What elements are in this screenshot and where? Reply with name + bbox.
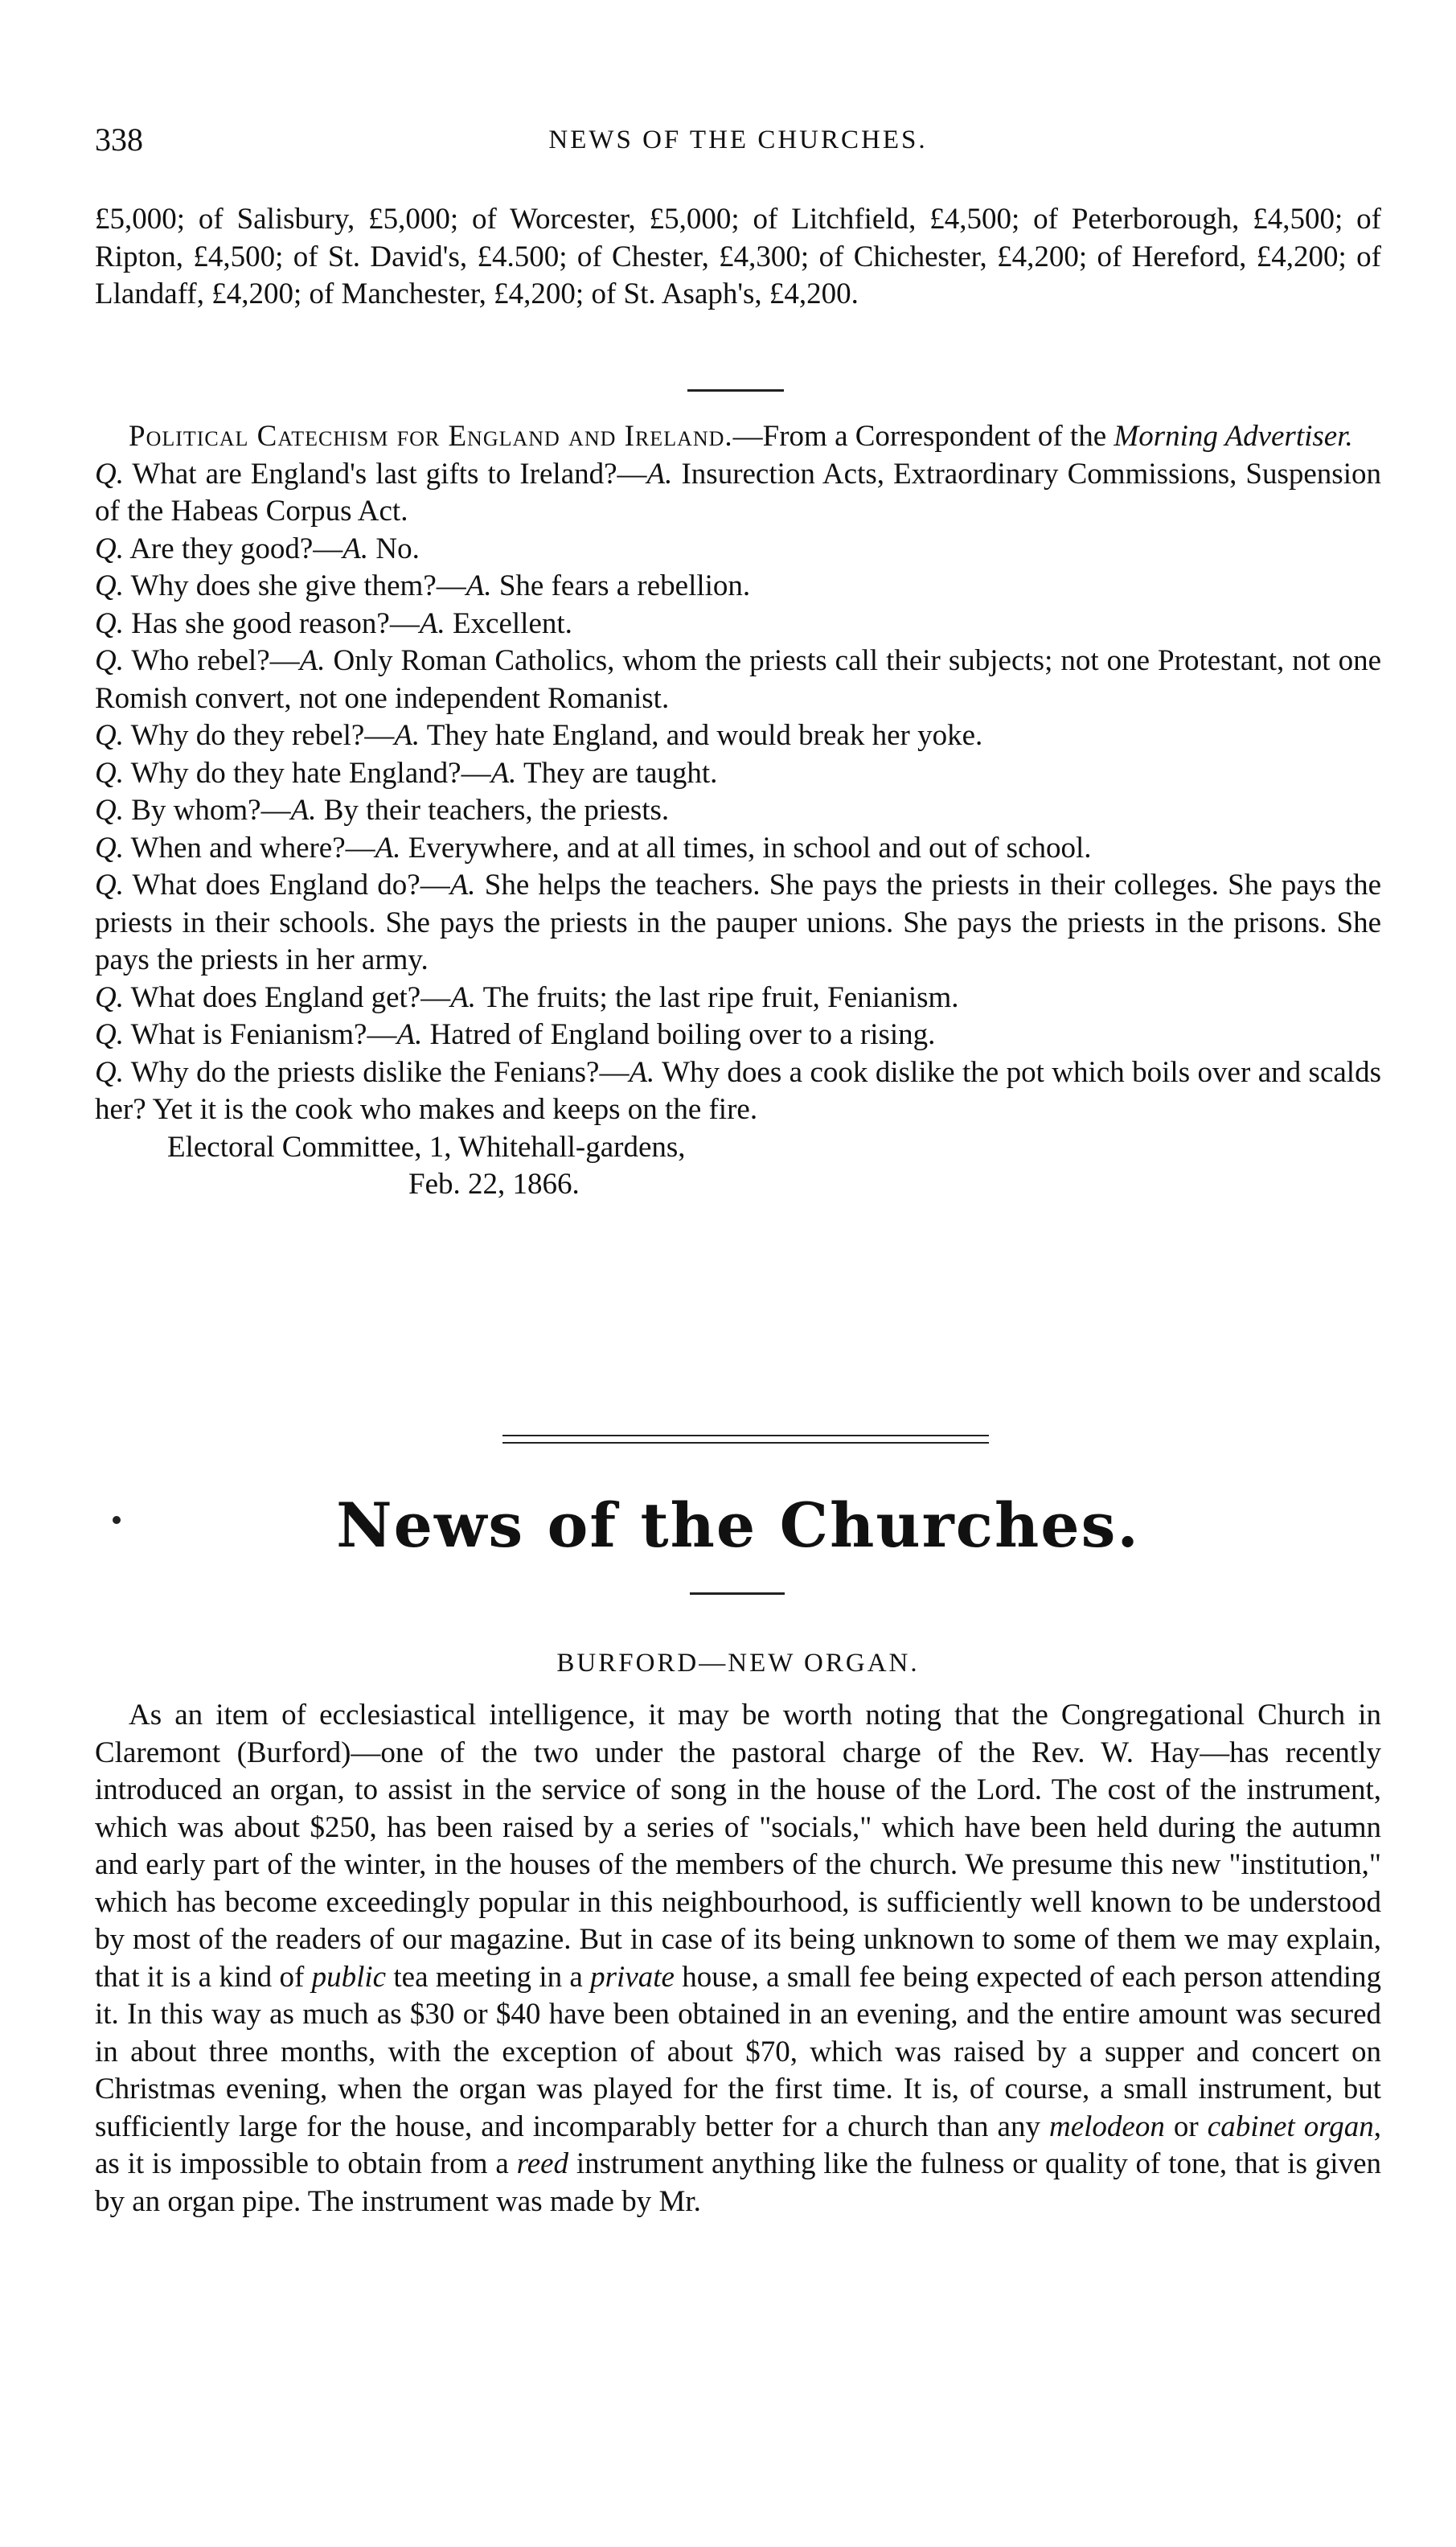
q-label: Q. [95,457,124,491]
news-italic-reed: reed [516,2147,569,2180]
catechism-qa-item: Q. Why does she give them?—A. She fears a rebellion. [95,569,751,602]
q-label: Q. [95,644,124,677]
news-italic-melodeon: melodeon [1049,2109,1165,2143]
question-text: When and where? [130,831,346,865]
answer-text: Hatred of England boiling over to a rising. [429,1018,936,1051]
a-label: A. [290,794,317,827]
catechism-qa-item: Q. Who rebel?—A. Only Roman Catholics, whom the priests call their subjects; not one Protestant, not one Romish convert, not one independent Romanist. [95,644,1381,715]
question-text: What does England do? [132,869,420,902]
question-text: Are they good? [129,532,314,565]
catechism-source-paper: Morning Advertiser. [1114,420,1353,453]
section-divider-bottom [502,1442,989,1444]
catechism-qa-item: Q. Why do the priests dislike the Fenians?—A. Why does a cook dislike the pot which boils over and scalds her? Yet it is the cook who makes and keeps on the fire. [95,1055,1381,1126]
news-paragraph [95,1697,1381,2220]
question-text: Why do they hate England? [130,756,461,790]
question-text: By whom? [131,794,261,827]
q-label: Q. [95,606,124,640]
answer-text: Everywhere, and at all times, in school and out of school. [408,831,1092,865]
a-label: A. [629,1055,655,1089]
answer-text: She fears a rebellion. [498,569,751,602]
q-label: Q. [95,980,124,1014]
answer-text: Why does a cook dislike the pot which boils over and scalds her? Yet it is the cook who makes and keeps on the fire. [95,1055,1381,1126]
question-text: What does England get? [130,980,421,1014]
q-label: Q. [95,794,124,827]
catechism-title-line [95,418,1381,456]
answer-text: She helps the teachers. She pays the priests in their colleges. She pays the priests in their schools. She pays the priests in the pauper unions. She pays the priests in the prisons. She pays the priests in her army. [95,869,1382,976]
answer-text: Only Roman Catholics, whom the priests call their subjects; not one Protestant, not one Romish convert, not one independent Romanist. [95,644,1381,715]
a-label: A. [342,532,369,565]
catechism-qa-item: Q. Are they good?—A. No. [95,532,420,565]
catechism-qa-list [95,456,1381,1129]
news-text-2: tea meeting in a [386,1960,591,1994]
news-italic-cabinet: cabinet organ [1207,2109,1374,2143]
question-text: Who rebel? [131,644,270,677]
news-text-1: As an item of ecclesiastical intelligence, it may be worth noting that the Congregational Church in Claremont (Burford)—one of the two under the pastoral charge of the Rev. W. Hay—has recently introduced an organ, to assist in the service of song in the house of the Lord. The cost of the instrument, which was about $250, has been raised by a series of "socials," which have been held during the autumn and early part of the winter, in the houses of the members of the church. We presume this new "institution," which has become exceedingly popular in this neighbourhood, is sufficiently well known to be understood by most of the readers of our magazine. But in case of its being unknown to some of them we may explain, that it is a kind of [95,1699,1381,1994]
page-number: 338 [95,121,143,158]
signature-line-1: Electoral Committee, 1, Whitehall-gardens, [167,1130,686,1164]
question-text: What is Fenianism? [130,1018,367,1051]
catechism-qa-item: Q. When and where?—A. Everywhere, and at all times, in school and out of school. [95,831,1092,865]
catechism-qa-item: Q. What does England get?—A. The fruits; the last ripe fruit, Fenianism. [95,980,959,1014]
running-head [95,121,1381,169]
q-label: Q. [95,869,124,902]
section-divider-top [502,1435,989,1436]
answer-text: Excellent. [452,606,572,640]
bishops-text: £5,000; of Salisbury, £5,000; of Worcester, £5,000; of Litchfield, £4,500; of Peterborough, £4,500; of Ripton, £4,500; of St. David's, £4.500; of Chester, £4,300; of Chichester, £4,200; of Hereford, £4,200; of Llandaff, £4,200; of Manchester, £4,200; of St. Asaph's, £4,200. [95,203,1381,310]
catechism-qa-item: Q. Why do they hate England?—A. They are taught. [95,756,718,790]
a-label: A. [490,756,517,790]
bishops-paragraph [95,201,1381,314]
news-body [95,1697,1381,2220]
catechism-section [95,418,1381,1204]
signature-line-2: Feb. 22, 1866. [408,1168,580,1201]
catechism-qa-item: Q. What are England's last gifts to Ireland?—A. Insurection Acts, Extraordinary Commissions, Suspension of the Habeas Corpus Act. [95,457,1381,528]
q-label: Q. [95,532,124,565]
answer-text: They are taught. [523,756,718,790]
catechism-source-prefix: —From a Correspondent of the [732,420,1114,453]
catechism-qa-item: Q. By whom?—A. By their teachers, the priests. [95,794,670,827]
q-label: Q. [95,1055,124,1089]
a-label: A. [394,719,420,752]
news-heading: News of the Churches. [336,1489,1140,1561]
news-italic-public: public [311,1960,387,1994]
answer-text: No. [375,532,420,565]
news-text-3: house, a small fee being expected of each person attending it. In this way as much as $30 or $40 have been obtained in an evening, and the entire amount was secured in about three months, with the exception of about $70, which was raised by a supper and concert on Christmas evening, when the organ was played for the first time. It is, of course, a small instrument, but sufficiently large for the house, and incomparably better for a church than any [95,1960,1381,2143]
short-rule-2 [690,1592,785,1595]
a-label: A. [375,831,401,865]
answer-text: They hate England, and would break her yoke. [426,719,983,752]
a-label: A. [449,869,476,902]
short-rule [687,389,784,392]
question-text: What are England's last gifts to Ireland? [132,457,617,491]
q-label: Q. [95,756,124,790]
question-text: Has she good reason? [131,606,390,640]
news-text-4: or [1164,2109,1208,2143]
news-text-5: , as it is impossible to obtain from a [95,2109,1381,2180]
answer-text: The fruits; the last ripe fruit, Fenianism. [482,980,959,1014]
question-text: Why do they rebel? [130,719,365,752]
section-title: BURFORD—NEW ORGAN. [556,1649,920,1678]
a-label: A. [466,569,492,602]
catechism-qa-item: Q. What is Fenianism?—A. Hatred of England boiling over to a rising. [95,1018,936,1051]
q-label: Q. [95,831,124,865]
running-title: NEWS OF THE CHURCHES. [548,125,928,154]
answer-text: By their teachers, the priests. [323,794,670,827]
a-label: A. [646,457,673,491]
catechism-qa-item: Q. Has she good reason?—A. Excellent. [95,606,572,640]
a-label: A. [450,980,477,1014]
catechism-qa-item: Q. What does England do?—A. She helps the teachers. She pays the priests in their colleges. She pays the priests in their schools. She pays the priests in the pauper unions. She pays the priests in the prisons. She pays the priests in her army. [95,869,1382,976]
a-label: A. [419,606,445,640]
a-label: A. [396,1018,423,1051]
news-italic-private: private [590,1960,675,1994]
a-label: A. [299,644,326,677]
news-text-6: instrument anything like the fulness or quality of tone, that is given by an organ pipe. The instrument was made by Mr. [95,2147,1381,2218]
question-text: Why do the priests dislike the Fenians? [130,1055,600,1089]
q-label: Q. [95,719,124,752]
answer-text: Insurection Acts, Extraordinary Commissions, Suspension of the Habeas Corpus Act. [95,457,1381,528]
q-label: Q. [95,1018,124,1051]
catechism-qa-item: Q. Why do they rebel?—A. They hate England, and would break her yoke. [95,719,983,752]
question-text: Why does she give them? [130,569,437,602]
catechism-title: Political Catechism for England and Ireland. [129,420,733,453]
q-label: Q. [95,569,124,602]
